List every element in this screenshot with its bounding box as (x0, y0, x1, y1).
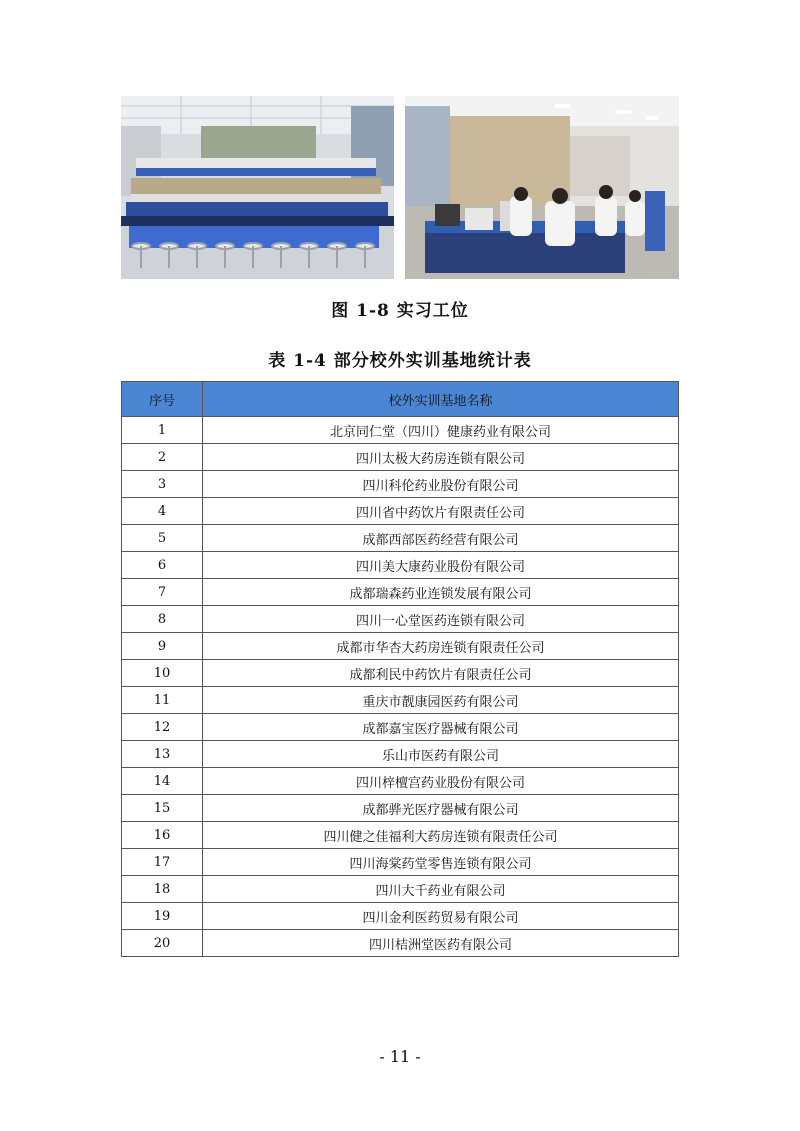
page-number: - 11 - (379, 1047, 421, 1066)
header-serial-number: 序号 (122, 382, 203, 417)
serial-number-cell: 2 (122, 444, 203, 471)
serial-number-cell: 18 (122, 876, 203, 903)
table-row (122, 498, 679, 525)
training-bases-table (121, 381, 679, 957)
table-header-row (122, 382, 679, 417)
serial-number-cell: 4 (122, 498, 203, 525)
serial-number-cell: 13 (122, 741, 203, 768)
base-name-cell: 四川省中药饮片有限责任公司 (203, 498, 679, 525)
serial-number-cell: 15 (122, 795, 203, 822)
serial-number-cell: 19 (122, 903, 203, 930)
base-name-cell: 成都利民中药饮片有限责任公司 (203, 660, 679, 687)
base-name-cell: 四川一心堂医药连锁有限公司 (203, 606, 679, 633)
serial-number-cell: 8 (122, 606, 203, 633)
table-row (122, 660, 679, 687)
base-name-cell: 成都嘉宝医疗器械有限公司 (203, 714, 679, 741)
table-row (122, 930, 679, 957)
table-row (122, 795, 679, 822)
serial-number-cell: 14 (122, 768, 203, 795)
table-row (122, 876, 679, 903)
base-name-cell: 四川金利医药贸易有限公司 (203, 903, 679, 930)
table-body (122, 417, 679, 957)
base-name-cell: 成都市华杏大药房连锁有限责任公司 (203, 633, 679, 660)
lab-photo-left (121, 96, 394, 279)
serial-number-cell: 6 (122, 552, 203, 579)
base-name-cell: 四川桔洲堂医药有限公司 (203, 930, 679, 957)
table-row (122, 903, 679, 930)
table-row (122, 741, 679, 768)
serial-number-cell: 7 (122, 579, 203, 606)
table-row (122, 714, 679, 741)
table-row (122, 849, 679, 876)
table-row (122, 768, 679, 795)
serial-number-cell: 16 (122, 822, 203, 849)
table-row (122, 687, 679, 714)
lab-photo-right (405, 96, 679, 279)
table-caption: 表 1-4 部分校外实训基地统计表 (268, 351, 532, 371)
base-name-cell: 四川海棠药堂零售连锁有限公司 (203, 849, 679, 876)
base-name-cell: 成都瑞森药业连锁发展有限公司 (203, 579, 679, 606)
serial-number-cell: 1 (122, 417, 203, 444)
table-row (122, 822, 679, 849)
table-row (122, 606, 679, 633)
base-name-cell: 四川美大康药业股份有限公司 (203, 552, 679, 579)
base-name-cell: 四川太极大药房连锁有限公司 (203, 444, 679, 471)
serial-number-cell: 20 (122, 930, 203, 957)
table-row (122, 525, 679, 552)
figure-caption: 图 1-8 实习工位 (331, 301, 469, 321)
base-name-cell: 成都西部医药经营有限公司 (203, 525, 679, 552)
table-row (122, 552, 679, 579)
base-name-cell: 成都骅光医疗器械有限公司 (203, 795, 679, 822)
base-name-cell: 北京同仁堂（四川）健康药业有限公司 (203, 417, 679, 444)
serial-number-cell: 3 (122, 471, 203, 498)
base-name-cell: 四川梓檀宫药业股份有限公司 (203, 768, 679, 795)
table-row (122, 471, 679, 498)
table-row (122, 444, 679, 471)
serial-number-cell: 12 (122, 714, 203, 741)
base-name-cell: 四川科伦药业股份有限公司 (203, 471, 679, 498)
serial-number-cell: 10 (122, 660, 203, 687)
serial-number-cell: 5 (122, 525, 203, 552)
students-at-balances-image (405, 96, 679, 279)
serial-number-cell: 17 (122, 849, 203, 876)
lab-benches-image (121, 96, 394, 279)
base-name-cell: 重庆市靓康园医药有限公司 (203, 687, 679, 714)
serial-number-cell: 11 (122, 687, 203, 714)
serial-number-cell: 9 (122, 633, 203, 660)
table-row (122, 579, 679, 606)
base-name-cell: 四川健之佳福利大药房连锁有限责任公司 (203, 822, 679, 849)
table-row (122, 417, 679, 444)
header-base-name: 校外实训基地名称 (203, 382, 679, 417)
table-row (122, 633, 679, 660)
base-name-cell: 四川大千药业有限公司 (203, 876, 679, 903)
base-name-cell: 乐山市医药有限公司 (203, 741, 679, 768)
